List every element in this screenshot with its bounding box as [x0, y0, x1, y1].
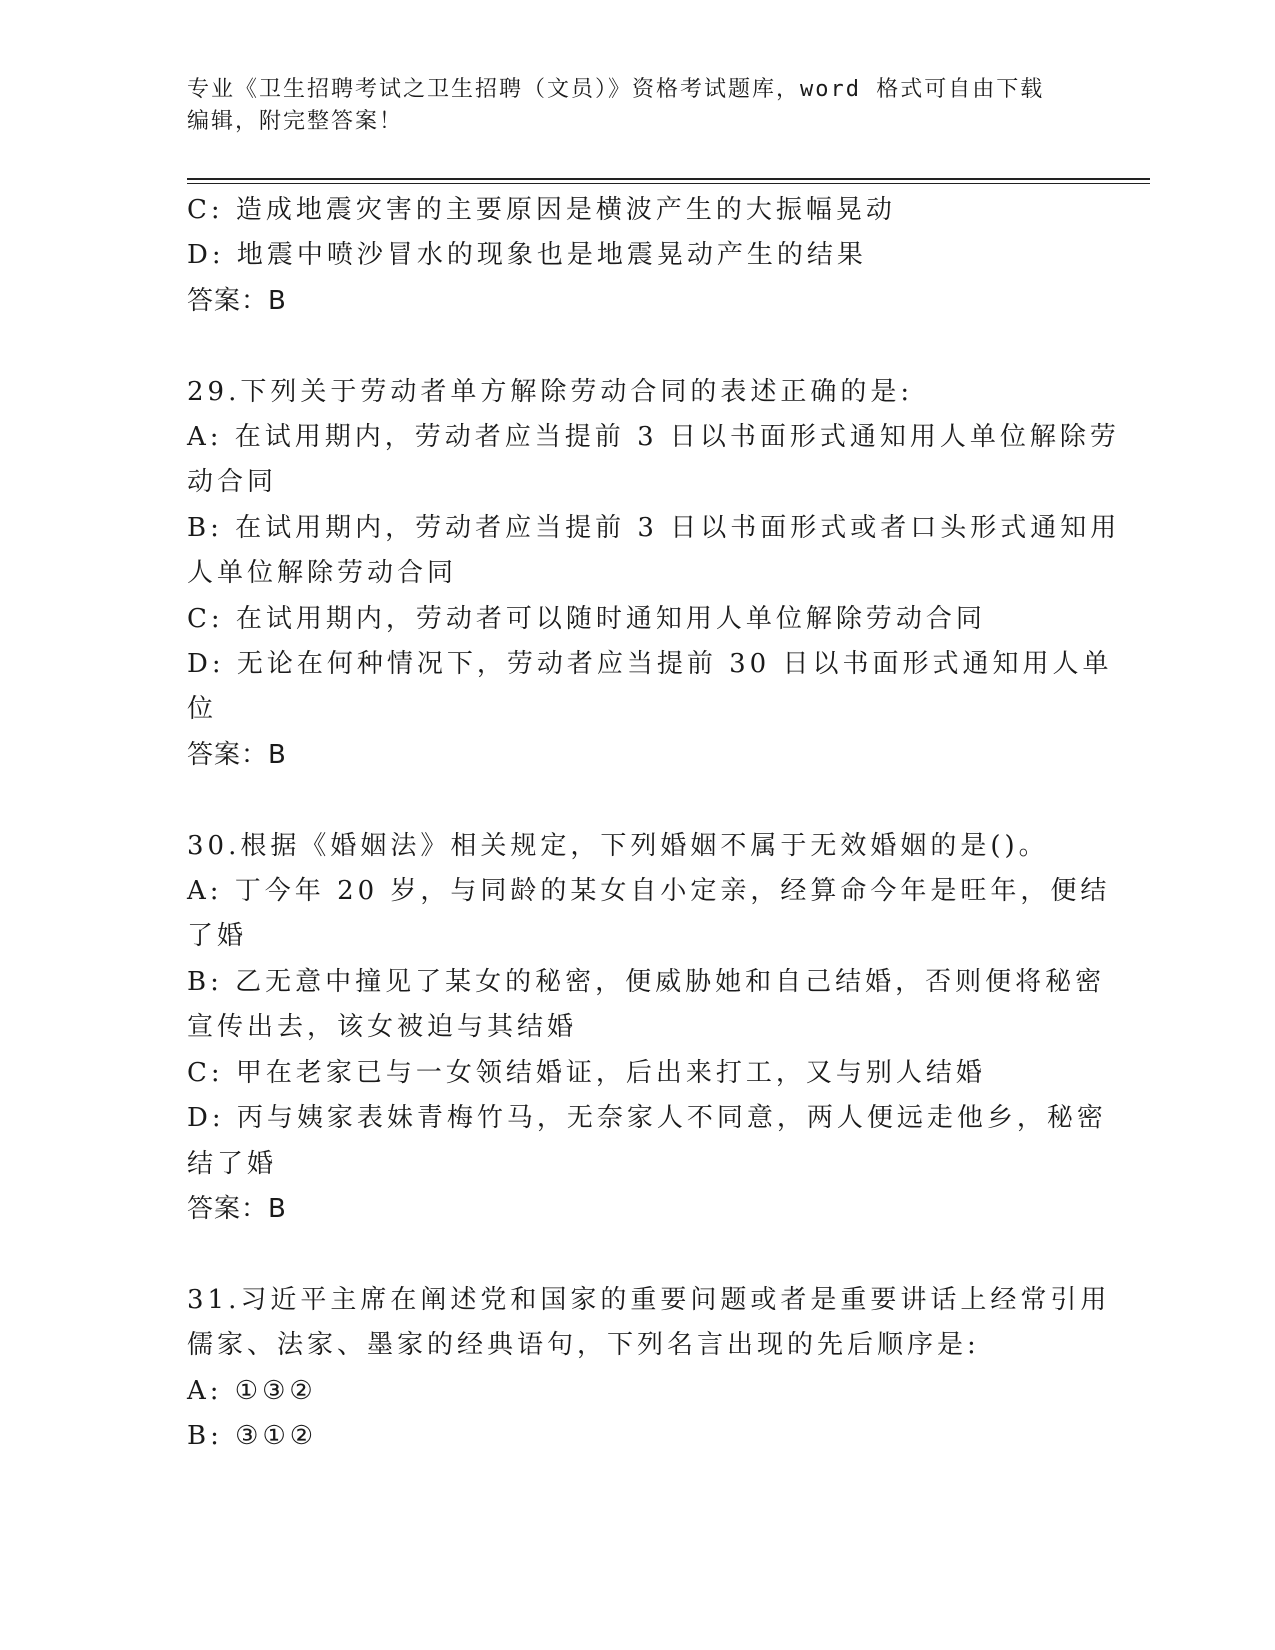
- q29-option-a-cont: 动合同: [187, 467, 278, 498]
- spacer: [187, 324, 1067, 369]
- q30-option-a-cont: 了婚: [187, 921, 248, 952]
- q31-question-cont: 儒家、法家、墨家的经典语句，下列名言出现的先后顺序是:: [187, 1330, 980, 1361]
- header-line-2: 编辑，附完整答案！: [187, 109, 404, 134]
- q30-answer: 答案：B: [187, 1193, 287, 1224]
- question-31: [187, 1278, 1111, 1460]
- q30-option-a: A: 丁今年 20 岁，与同龄的某女自小定亲，经算命今年是旺年，便结: [187, 876, 1111, 907]
- q29-option-d: D: 无论在何种情况下，劳动者应当提前 30 日以书面形式通知用人单: [187, 649, 1113, 680]
- q31-option-a: A: ①③②: [187, 1375, 317, 1406]
- q29-option-c: C: 在试用期内，劳动者可以随时通知用人单位解除劳动合同: [187, 603, 986, 634]
- q29-option-b: B: 在试用期内，劳动者应当提前 3 日以书面形式或者口头形式通知用: [187, 512, 1121, 543]
- header-divider-thin: [187, 183, 1150, 184]
- q29-option-a: A: 在试用期内，劳动者应当提前 3 日以书面形式通知用人单位解除劳: [187, 422, 1120, 453]
- q29-option-d-cont: 位: [187, 694, 218, 725]
- document-header: [187, 74, 1087, 138]
- q31-question: 31.习近平主席在阐述党和国家的重要问题或者是重要讲话上经常引用: [187, 1284, 1111, 1315]
- document-body: [187, 188, 1121, 1459]
- spacer: [187, 1232, 1067, 1277]
- q29-question: 29.下列关于劳动者单方解除劳动合同的表述正确的是:: [187, 376, 914, 407]
- q30-option-b: B: 乙无意中撞见了某女的秘密，便威胁她和自己结婚，否则便将秘密: [187, 966, 1106, 997]
- q30-option-d-cont: 结了婚: [187, 1148, 278, 1179]
- q29-answer: 答案：B: [187, 739, 287, 770]
- q28-option-c: C: 造成地震灾害的主要原因是横波产生的大振幅晃动: [187, 195, 896, 225]
- question-30: [187, 824, 1111, 1233]
- q30-option-d: D: 丙与姨家表妹青梅竹马，无奈家人不同意，两人便远走他乡，秘密: [187, 1103, 1107, 1134]
- spacer: [187, 778, 1067, 823]
- q30-option-b-cont: 宣传出去，该女被迫与其结婚: [187, 1012, 578, 1043]
- q30-question: 30.根据《婚姻法》相关规定，下列婚姻不属于无效婚姻的是()。: [187, 830, 1049, 861]
- question-28-tail: [187, 188, 1067, 324]
- header-divider-thick: [187, 178, 1150, 180]
- q31-option-b: B: ③①②: [187, 1420, 318, 1451]
- q28-option-d: D: 地震中喷沙冒水的现象也是地震晃动产生的结果: [187, 240, 867, 271]
- q30-option-c: C: 甲在老家已与一女领结婚证，后出来打工，又与别人结婚: [187, 1057, 986, 1088]
- q28-answer: 答案：B: [187, 285, 287, 316]
- q29-option-b-cont: 人单位解除劳动合同: [187, 558, 458, 589]
- question-29: [187, 370, 1121, 779]
- header-line-1: 专业《卫生招聘考试之卫生招聘（文员）》资格考试题库，word 格式可自由下载: [187, 77, 1045, 102]
